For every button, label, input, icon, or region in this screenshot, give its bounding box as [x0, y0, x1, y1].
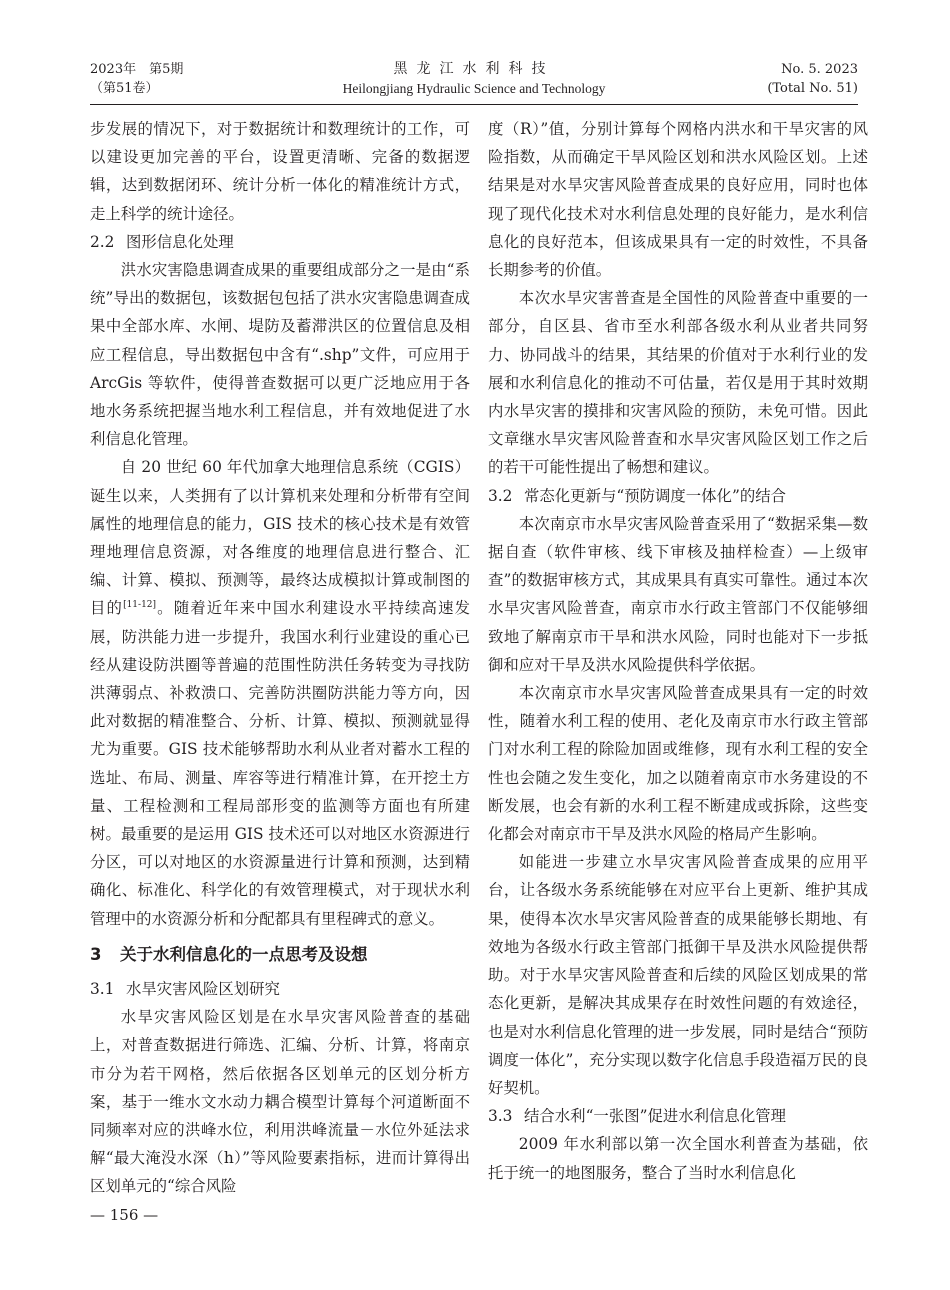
page-number: — 156 —	[90, 1206, 159, 1224]
volume-number: （第51卷）	[90, 81, 159, 96]
section-title: 关于水利信息化的一点思考及设想	[120, 944, 368, 964]
running-header	[90, 60, 858, 105]
paragraph: 洪水灾害隐患调查成果的重要组成部分之一是由“系统”导出的数据包，该数据包包括了洪水灾害隐患调查成果中全部水库、水闸、堤防及蓄滞洪区的位置信息及相应工程信息，导出数据包中含有“.shp”文件，可应用于 ArcGis 等软件，使得普查数据可以更广泛地应用于各地水务系统把握当地水利工程信息，并有效地促进了水利信息化管理。	[90, 261, 470, 449]
section-heading-3	[90, 941, 470, 969]
issue-info-english	[767, 60, 858, 98]
section-number: 3.3	[488, 1107, 513, 1126]
journal-title-english: Heilongjiang Hydraulic Science and Technology	[342, 81, 606, 96]
issue-number: 2023年 第5期	[90, 62, 184, 77]
paragraph: 2009 年水利部以第一次全国水利普查为基础，依托于统一的地图服务，整合了当时水利信息化	[488, 1135, 868, 1182]
paragraph: 如能进一步建立水旱灾害风险普查成果的应用平台，让各级水务系统能够在对应平台上更新、维护其成果，使得本次水旱灾害风险普查的成果能够长期地、有效地为各级水行政主管部门抵御干旱及洪水风险提供帮助。对于水旱灾害风险普查和后续的风险区划成果的常态化更新，是解决其成果存在时效性问题的有效途径，也是对水利信息化管理的进一步发展，同时是结合“预防调度一体化”，充分实现以数字化信息手段造福万民的良好契机。	[488, 853, 868, 1097]
section-heading-2-2	[90, 228, 470, 256]
paragraph: 本次水旱灾害普查是全国性的风险普查中重要的一部分，自区县、省市至水利部各级水利从业者共同努力、协同战斗的结果，其结果的价值对于水利行业的发展和水利信息化的推动不可估量，若仅是用于其时效期内水旱灾害的摸排和灾害风险的预防，未免可惜。因此文章继水旱灾害风险普查和水旱灾害风险区划工作之后的若干可能性提出了畅想和建议。	[488, 289, 868, 477]
citation-reference[interactable]: [11-12]	[123, 600, 157, 611]
right-column	[488, 115, 868, 1187]
section-heading-3-2	[488, 482, 868, 510]
section-number: 2.2	[90, 232, 115, 251]
journal-title-chinese: 黑龙江水利科技	[393, 61, 555, 77]
paragraph: 度（R）”值，分别计算每个网格内洪水和干旱灾害的风险指数，从而确定干旱风险区划和洪水风险区划。上述结果是对水旱灾害风险普查成果的良好应用，同时也体现了现代化技术对水利信息处理的良好能力，是水利信息化的良好范本，但该成果具有一定的时效性，不具备长期参考的价值。	[488, 120, 868, 280]
section-title: 结合水利“一张图”促进水利信息化管理	[524, 1107, 786, 1126]
section-heading-3-1	[90, 975, 470, 1003]
section-number: 3	[90, 944, 102, 964]
paragraph: 本次南京市水旱灾害风险普查采用了“数据采集—数据自查（软件审核、线下审核及抽样检查）—上级审查”的数据审核方式，其成果具有真实可靠性。通过本次水旱灾害风险普查，南京市水行政主管部门不仅能够细致地了解南京市干旱和洪水风险，同时也能对下一步抵御和应对干旱及洪水风险提供科学依据。	[488, 514, 868, 674]
issue-number-english: No. 5. 2023	[781, 62, 858, 77]
total-number: (Total No. 51)	[767, 81, 858, 96]
section-number: 3.2	[488, 486, 513, 505]
paragraph-text: 自 20 世纪 60 年代加拿大地理信息系统（CGIS）诞生以来，人类拥有了以计算机来处理和分析带有空间属性的地理信息的能力，GIS 技术的核心技术是有效管理地理信息资源，对各维度的地理信息进行整合、汇编、计算、模拟、预测等，最终达成模拟计算或制图的目的	[90, 458, 470, 618]
section-title: 水旱灾害风险区划研究	[126, 979, 280, 998]
paragraph	[90, 453, 470, 932]
section-title: 图形信息化处理	[126, 232, 234, 251]
section-heading-3-3	[488, 1102, 868, 1130]
paragraph: 步发展的情况下，对于数据统计和数理统计的工作，可以建设更加完善的平台，设置更清晰、完备的数据逻辑，达到数据闭环、统计分析一体化的精准统计方式，走上科学的统计途径。	[90, 120, 470, 223]
journal-title	[90, 60, 858, 98]
left-column	[90, 115, 470, 1201]
section-number: 3.1	[90, 979, 115, 998]
paragraph: 本次南京市水旱灾害风险普查成果具有一定的时效性，随着水利工程的使用、老化及南京市水行政主管部门对水利工程的除险加固或维修，现有水利工程的安全性也会随之发生变化，加之以随着南京市水务建设的不断发展，也会有新的水利工程不断建成或拆除，这些变化都会对南京市干旱及洪水风险的格局产生影响。	[488, 684, 868, 844]
paragraph: 水旱灾害风险区划是在水旱灾害风险普查的基础上，对普查数据进行筛选、汇编、分析、计算，将南京市分为若干网格，然后依据各区划单元的区划分析方案，基于一维水文水动力耦合模型计算每个河道断面不同频率对应的洪峰水位，利用洪峰流量－水位外延法求解“最大淹没水深（h）”等风险要素指标，进而计算得出区划单元的“综合风险	[90, 1008, 470, 1196]
paragraph-text: 。随着近年来中国水利建设水平持续高速发展，防洪能力进一步提升，我国水利行业建设的重心已经从建设防洪圈等普遍的范围性防洪任务转变为寻找防洪薄弱点、补救溃口、完善防洪圈防洪能力等方向，因此对数据的精准整合、分析、计算、模拟、预测就显得尤为重要。GIS 技术能够帮助水利从业者对蓄水工程的选址、布局、测量、库容等进行精准计算，在开挖土方量、工程检测和工程局部形变的监测等方面也有所建树。最重要的是运用 GIS 技术还可以对地区水资源进行分区，可以对地区的水资源量进行计算和预测，达到精确化、标准化、科学化的有效管理模式，对于现状水利管理中的水资源分析和分配都具有里程碑式的意义。	[90, 599, 470, 928]
section-title: 常态化更新与“预防调度一体化”的结合	[524, 486, 786, 505]
